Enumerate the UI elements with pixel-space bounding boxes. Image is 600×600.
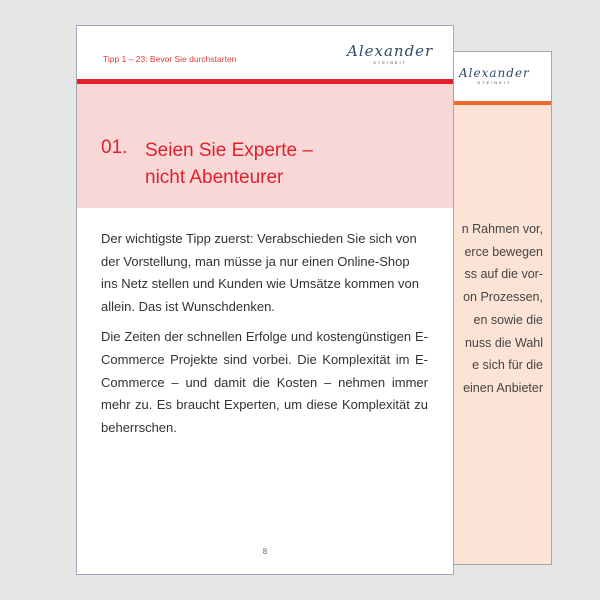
text-line: erce bewegen: [464, 244, 543, 259]
front-page: [76, 25, 454, 575]
title-line: nicht Abenteurer: [145, 167, 284, 188]
section-number: 01.: [101, 137, 128, 158]
title-band: [77, 84, 453, 208]
logo-script: Alexander: [459, 66, 530, 80]
text-line: n Rahmen vor,: [461, 222, 543, 236]
text-line: nuss die Wahl: [464, 335, 543, 350]
text-line: on Prozessen,: [463, 290, 543, 305]
section-title: [145, 137, 313, 191]
logo-sub: STEINEIT: [373, 60, 408, 65]
logo-script: Alexander: [347, 42, 434, 60]
back-page-text: [440, 218, 543, 400]
page-number: 8: [262, 547, 268, 556]
logo-sub: STEINEIT: [477, 80, 512, 85]
paragraph: Der wichtigste Tipp zuerst: Verabschieden Sie sich von der Vorstellung, man müsse ja nur einen Online-Shop ins Netz stellen und Kunden wie Umsätze kommen von allein. Das ist Wunschdenken.: [101, 231, 419, 314]
text-line: einen Anbieter: [463, 380, 543, 395]
text-line: e sich für die: [472, 358, 543, 373]
paragraph: Die Zeiten der schnellen Erfolge und kostengünstigen E-Commerce Projekte sind vorbei. Die Komplexität im E-Commerce – und damit die Kosten – nehmen immer mehr zu. Es braucht Experten, um diese Komplexität zu beherrschen.: [101, 329, 428, 435]
body-text: [101, 228, 428, 447]
text-line: ss auf die vor-: [464, 267, 543, 282]
back-page: [440, 51, 552, 565]
back-accent-bar: [441, 101, 551, 105]
back-logo: [459, 66, 530, 85]
front-logo: [347, 42, 433, 65]
running-header: Tipp 1 – 23: Bevor Sie durchstarten: [103, 54, 237, 64]
title-line: Seien Sie Experte –: [145, 140, 313, 161]
text-line: en sowie die: [473, 312, 543, 327]
